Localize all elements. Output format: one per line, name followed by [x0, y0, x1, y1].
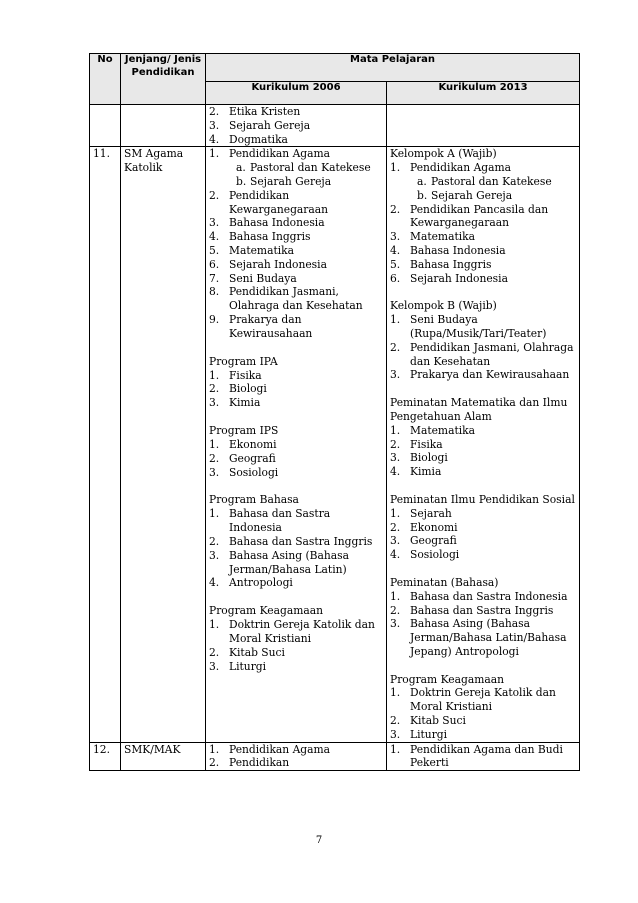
item-label: Bahasa Indonesia	[410, 243, 506, 257]
list-item	[209, 535, 383, 549]
table-row-11	[90, 147, 580, 742]
item-number: 1.	[209, 368, 220, 382]
item-label: Bahasa Asing (Bahasa Jerman/Bahasa Latin)	[229, 548, 349, 576]
item-number: 2.	[390, 340, 401, 354]
item-label: Kitab Suci	[229, 645, 285, 659]
item-label: Bahasa dan Sastra Inggris	[229, 534, 373, 548]
k2006-cell	[206, 147, 387, 742]
item-number: 4.	[390, 465, 401, 479]
k2013-mipa-list	[390, 424, 576, 479]
list-item	[209, 244, 383, 258]
item-text	[410, 743, 576, 771]
item-text	[229, 618, 383, 646]
group-title: Kelompok A (Wajib)	[390, 147, 497, 161]
item-text	[229, 396, 383, 410]
group-title: Program Keagamaan	[390, 672, 504, 686]
item-number: 2.	[390, 520, 401, 534]
item-label: Sejarah	[410, 506, 452, 520]
item-label: Bahasa Inggris	[410, 257, 492, 271]
item-number: 2.	[390, 437, 401, 451]
item-label: Biologi	[229, 382, 267, 396]
list-item	[390, 534, 576, 548]
item-text	[229, 660, 383, 674]
list-item	[390, 521, 576, 535]
item-text	[229, 216, 383, 230]
sub-list	[229, 161, 383, 189]
item-text	[229, 285, 383, 313]
list-item	[390, 728, 576, 742]
list-item	[390, 590, 576, 604]
item-number: 3.	[209, 465, 220, 479]
k2013-smk-list	[390, 743, 576, 771]
sub-list-item	[236, 175, 383, 189]
list-item	[209, 576, 383, 590]
item-label: Seni Budaya	[229, 271, 297, 285]
item-label: Matematika	[410, 423, 476, 437]
item-number: 6.	[390, 271, 401, 285]
sub-item-letter: b.	[417, 188, 428, 202]
item-text	[410, 686, 576, 714]
item-label: Sejarah Indonesia	[410, 271, 508, 285]
item-label: Pendidikan	[229, 756, 290, 770]
item-label: Ekonomi	[410, 520, 458, 534]
sub-list	[410, 175, 576, 203]
item-text	[229, 244, 383, 258]
header-mata-pelajaran: Mata Pelajaran	[206, 54, 580, 82]
group-title: Peminatan Matematika dan Ilmu Pengetahuan Alam	[390, 396, 568, 423]
header-no: No	[90, 54, 121, 105]
item-text	[410, 161, 576, 202]
item-label: Doktrin Gereja Katolik dan Moral Kristiani	[229, 618, 375, 645]
item-text	[410, 465, 576, 479]
list-item	[390, 465, 576, 479]
item-label: Bahasa Asing (Bahasa Jerman/Bahasa Latin/Bahasa Jepang) Antropologi	[410, 617, 567, 658]
item-number: 1.	[209, 742, 220, 756]
item-text	[229, 646, 383, 660]
k2006-bahasa-list	[209, 507, 383, 590]
item-label: Dogmatika	[229, 132, 288, 146]
item-number: 1.	[209, 507, 220, 521]
list-item	[209, 618, 383, 646]
item-number: 9.	[209, 312, 220, 326]
sub-item-text: Sejarah Gereja	[431, 188, 513, 202]
item-number: 1.	[390, 589, 401, 603]
item-label: Prakarya dan Kewirausahaan	[410, 368, 570, 382]
item-label: Etika Kristen	[229, 105, 301, 118]
item-number: 2.	[209, 382, 220, 396]
item-number: 2.	[209, 756, 220, 770]
item-text	[229, 189, 383, 217]
sub-list-item	[417, 175, 576, 189]
item-label: Bahasa dan Sastra Indonesia	[229, 507, 331, 535]
sub-item-text: Sejarah Gereja	[250, 174, 332, 188]
list-item	[209, 189, 383, 217]
k2006-smk-list	[209, 743, 383, 771]
list-item	[209, 313, 383, 341]
item-number: 3.	[390, 727, 401, 741]
item-number: 4.	[209, 576, 220, 590]
item-number: 4.	[390, 243, 401, 257]
list-item	[209, 369, 383, 383]
item-label: Seni Budaya (Rupa/Musik/Tari/Teater)	[410, 313, 547, 340]
continuation-2006-list	[209, 105, 383, 146]
item-text	[229, 147, 383, 188]
item-label: Fisika	[410, 437, 443, 451]
item-label: Pendidikan Jasmani, Olahraga dan Kesehatan	[410, 340, 574, 368]
k2006-ipa-list	[209, 369, 383, 410]
item-number: 1.	[390, 423, 401, 437]
item-number: 1.	[209, 147, 220, 161]
k2006-umum-list	[209, 147, 383, 340]
k2006-ips-list	[209, 438, 383, 479]
item-text	[229, 743, 383, 757]
list-item	[209, 660, 383, 674]
item-text	[229, 549, 383, 577]
item-label: Bahasa Indonesia	[229, 216, 325, 230]
list-item	[390, 161, 576, 202]
list-item	[390, 258, 576, 272]
item-text	[410, 548, 576, 562]
item-text	[229, 230, 383, 244]
group-title: Peminatan (Bahasa)	[390, 575, 499, 589]
item-number: 2.	[209, 105, 220, 118]
item-number: 2.	[209, 534, 220, 548]
item-text	[229, 369, 383, 383]
item-number: 3.	[390, 534, 401, 548]
k2013-ips-list	[390, 507, 576, 562]
item-label: Liturgi	[410, 727, 448, 741]
item-text	[410, 244, 576, 258]
item-label: Kimia	[229, 396, 261, 410]
list-item	[390, 341, 576, 369]
item-number: 3.	[209, 216, 220, 230]
group-title: Program Bahasa	[209, 493, 299, 507]
list-item	[209, 646, 383, 660]
item-label: Pendidikan Agama dan Budi Pekerti	[410, 742, 563, 770]
item-text	[410, 590, 576, 604]
table-row-12	[90, 742, 580, 771]
item-text	[410, 534, 576, 548]
item-label: Geografi	[410, 534, 457, 548]
k2013-b-list	[390, 313, 576, 382]
row-number: 11.	[90, 147, 121, 742]
item-text	[410, 714, 576, 728]
item-text	[410, 507, 576, 521]
item-number: 1.	[209, 437, 220, 451]
item-number: 4.	[209, 230, 220, 244]
item-label: Sejarah Indonesia	[229, 257, 327, 271]
item-label: Ekonomi	[229, 437, 277, 451]
row-number: 12.	[90, 742, 121, 771]
k2013-keagamaan-list	[390, 686, 576, 741]
item-number: 3.	[390, 617, 401, 631]
list-item	[390, 230, 576, 244]
item-text	[229, 313, 383, 341]
item-text	[229, 119, 383, 133]
list-item	[209, 549, 383, 577]
group-title: Peminatan Ilmu Pendidikan Sosial	[390, 492, 575, 506]
item-number: 2.	[390, 714, 401, 728]
item-number: 1.	[390, 686, 401, 700]
item-number: 6.	[209, 257, 220, 271]
item-label: Sosiologi	[410, 548, 460, 562]
sub-item-letter: a.	[236, 161, 246, 175]
item-text	[229, 507, 383, 535]
group-title: Program IPA	[209, 354, 278, 368]
item-number: 1.	[390, 506, 401, 520]
item-label: Doktrin Gereja Katolik dan Moral Kristiani	[410, 686, 556, 714]
item-number: 7.	[209, 271, 220, 285]
list-item	[209, 756, 383, 770]
item-text	[410, 313, 576, 341]
item-number: 4.	[390, 548, 401, 562]
list-item	[209, 272, 383, 286]
list-item	[390, 424, 576, 438]
list-item	[209, 119, 383, 133]
item-number: 3.	[209, 548, 220, 562]
item-text	[410, 341, 576, 369]
item-label: Liturgi	[229, 659, 267, 673]
item-label: Prakarya dan Kewirausahaan	[229, 312, 313, 340]
list-item	[209, 258, 383, 272]
list-item	[209, 105, 383, 119]
item-number: 3.	[390, 230, 401, 244]
item-number: 2.	[209, 188, 220, 202]
item-number: 8.	[209, 285, 220, 299]
list-item	[209, 382, 383, 396]
row-jenjang: SM Agama Katolik	[121, 147, 206, 742]
item-text	[410, 451, 576, 465]
item-label: Sosiologi	[229, 465, 279, 479]
row-jenjang: SMK/MAK	[121, 742, 206, 771]
item-label: Pendidikan Pancasila dan Kewarganegaraan	[410, 202, 549, 230]
item-text	[410, 617, 576, 658]
list-item	[390, 438, 576, 452]
item-text	[229, 105, 383, 119]
item-number: 3.	[209, 118, 220, 132]
item-label: Pendidikan Jasmani, Olahraga dan Kesehatan	[229, 285, 363, 313]
item-label: Pendidikan Agama	[229, 147, 331, 161]
list-item	[390, 686, 576, 714]
sub-item-text: Pastoral dan Katekese	[250, 161, 371, 175]
item-text	[410, 438, 576, 452]
list-item	[209, 438, 383, 452]
item-text	[229, 535, 383, 549]
item-text	[410, 424, 576, 438]
list-item	[390, 368, 576, 382]
item-text	[229, 382, 383, 396]
k2013-a-list	[390, 161, 576, 285]
item-number: 3.	[209, 396, 220, 410]
item-text	[229, 452, 383, 466]
item-number: 3.	[209, 659, 220, 673]
header-jenjang: Jenjang/ Jenis Pendidikan	[121, 54, 206, 105]
item-label: Kitab Suci	[410, 714, 466, 728]
item-label: Sejarah Gereja	[229, 118, 311, 132]
list-item	[390, 451, 576, 465]
item-label: Biologi	[410, 451, 448, 465]
header-kurikulum-2006: Kurikulum 2006	[206, 82, 387, 105]
item-number: 2.	[390, 202, 401, 216]
item-number: 1.	[390, 313, 401, 327]
list-item	[390, 604, 576, 618]
item-number: 4.	[209, 132, 220, 146]
item-number: 5.	[209, 243, 220, 257]
group-title: Kelompok B (Wajib)	[390, 299, 497, 313]
item-text	[229, 258, 383, 272]
curriculum-table	[89, 53, 580, 771]
item-label: Bahasa dan Sastra Indonesia	[410, 589, 568, 603]
sub-item-letter: a.	[417, 174, 427, 188]
item-text	[229, 756, 383, 770]
list-item	[390, 272, 576, 286]
list-item	[390, 743, 576, 771]
list-item	[209, 396, 383, 410]
sub-item-letter: b.	[236, 174, 247, 188]
list-item	[209, 285, 383, 313]
item-label: Kimia	[410, 465, 442, 479]
item-label: Fisika	[229, 368, 262, 382]
list-item	[209, 507, 383, 535]
list-item	[390, 507, 576, 521]
item-number: 1.	[390, 161, 401, 175]
item-number: 3.	[390, 368, 401, 382]
list-item	[209, 743, 383, 757]
item-text	[410, 258, 576, 272]
list-item	[390, 313, 576, 341]
item-number: 2.	[390, 603, 401, 617]
list-item	[209, 230, 383, 244]
item-label: Pendidikan Agama	[229, 742, 331, 756]
page-number: 7	[315, 835, 323, 846]
item-text	[410, 272, 576, 286]
item-text	[229, 576, 383, 590]
list-item	[209, 133, 383, 147]
item-number: 3.	[390, 451, 401, 465]
item-text	[410, 230, 576, 244]
list-item	[390, 714, 576, 728]
item-text	[410, 728, 576, 742]
list-item	[209, 147, 383, 188]
list-item	[390, 244, 576, 258]
list-item	[390, 548, 576, 562]
header-kurikulum-2013: Kurikulum 2013	[387, 82, 580, 105]
sub-list-item	[236, 161, 383, 175]
item-label: Bahasa Inggris	[229, 230, 311, 244]
k2013-cell	[387, 147, 580, 742]
list-item	[390, 203, 576, 231]
list-item	[390, 617, 576, 658]
item-number: 2.	[209, 645, 220, 659]
item-label: Pendidikan Agama	[410, 161, 512, 175]
item-text	[229, 272, 383, 286]
list-item	[209, 466, 383, 480]
item-number: 1.	[390, 742, 401, 756]
item-text	[229, 133, 383, 147]
item-label: Geografi	[229, 451, 276, 465]
k2013-bahasa-list	[390, 590, 576, 659]
k2006-keagamaan-list	[209, 618, 383, 673]
sub-item-text: Pastoral dan Katekese	[431, 174, 552, 188]
item-label: Pendidikan Kewarganegaraan	[229, 188, 329, 216]
item-label: Matematika	[229, 243, 295, 257]
item-label: Matematika	[410, 230, 476, 244]
list-item	[209, 216, 383, 230]
item-text	[410, 368, 576, 382]
group-title: Program Keagamaan	[209, 604, 323, 618]
table-row-continuation	[90, 105, 580, 147]
item-number: 5.	[390, 257, 401, 271]
item-text	[410, 203, 576, 231]
item-text	[229, 466, 383, 480]
item-number: 2.	[209, 451, 220, 465]
group-title: Program IPS	[209, 423, 279, 437]
item-text	[410, 521, 576, 535]
item-text	[229, 438, 383, 452]
sub-list-item	[417, 189, 576, 203]
item-text	[410, 604, 576, 618]
item-number: 1.	[209, 618, 220, 632]
item-label: Antropologi	[229, 576, 293, 590]
item-label: Bahasa dan Sastra Inggris	[410, 603, 554, 617]
list-item	[209, 452, 383, 466]
